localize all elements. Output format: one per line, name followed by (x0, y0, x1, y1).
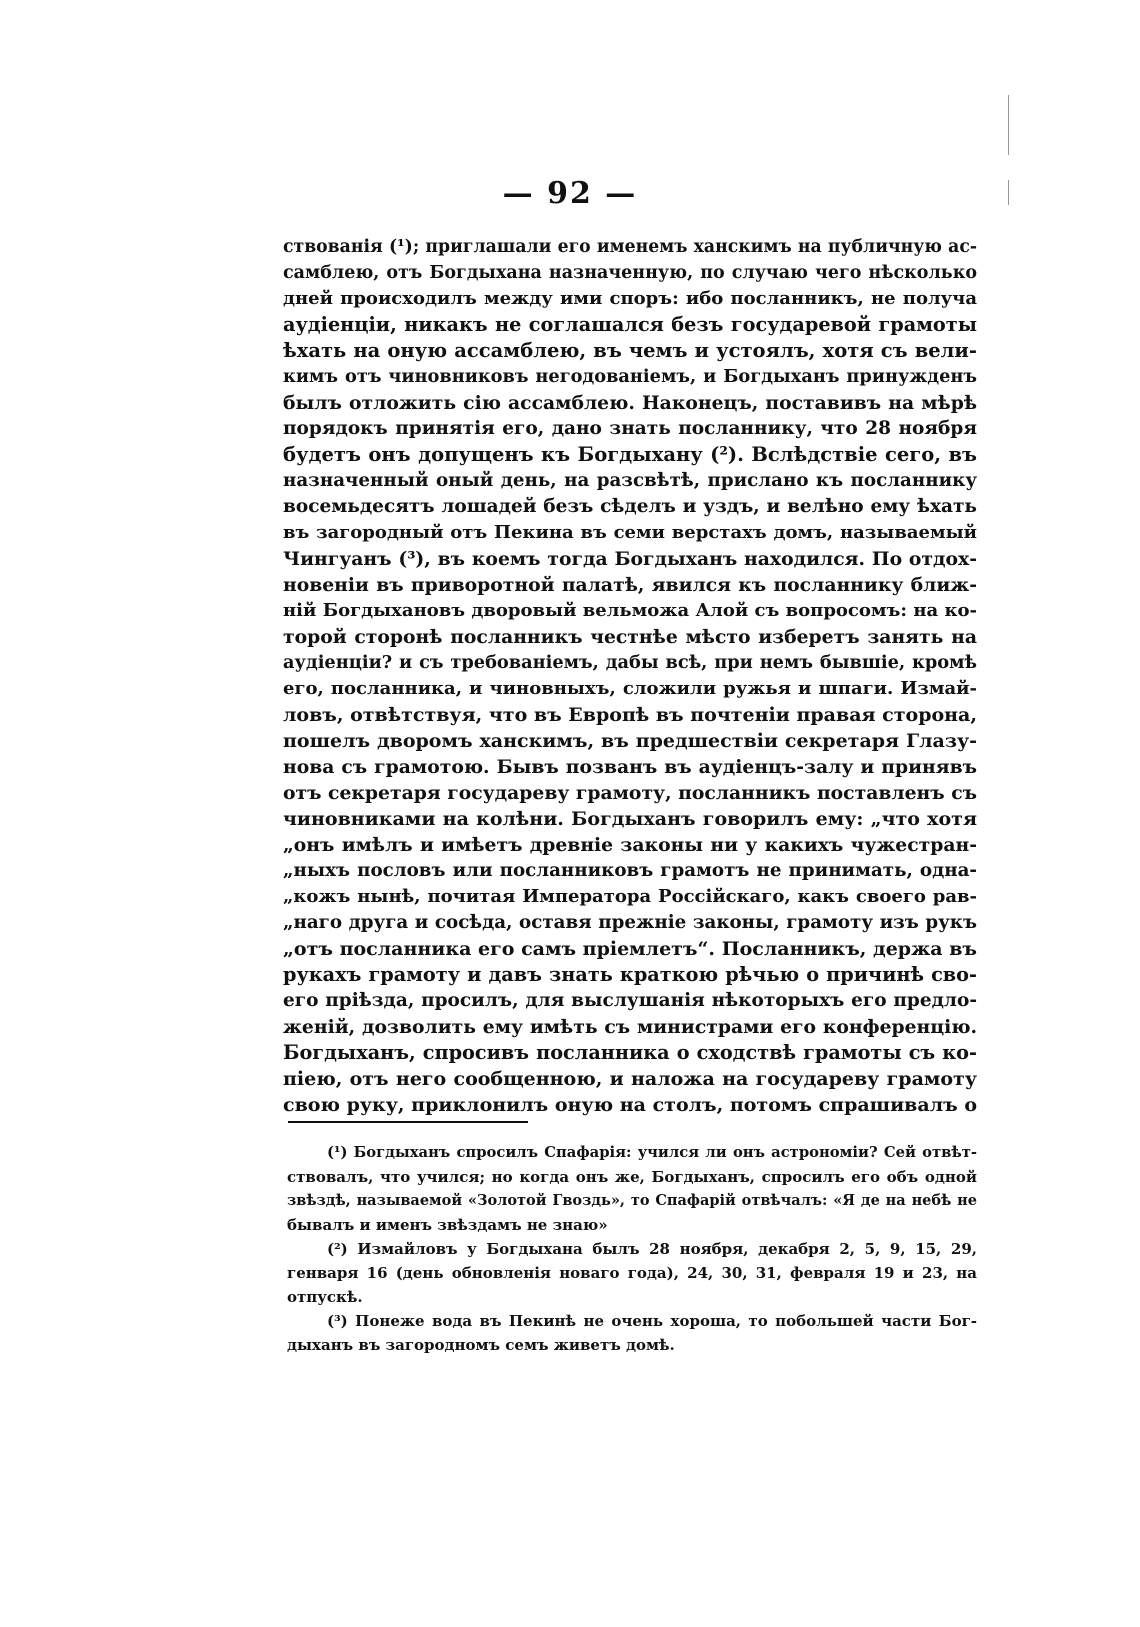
body-line: ѣхать на оную ассамблею, въ чемъ и устоялъ, хотя съ вели- (283, 339, 977, 362)
scan-edge-mark (1008, 95, 1009, 155)
footnote-line: (²) Измайловъ у Богдыхана былъ 28 ноября, декабря 2, 5, 9, 15, 29, (327, 1240, 977, 1258)
body-line: порядокъ принятія его, дано знать посланнику, что 28 ноября (283, 418, 977, 439)
body-line: „ныхъ пословъ или посланниковъ грамотъ не принимать, одна- (283, 860, 977, 881)
footnote-separator (288, 1121, 528, 1123)
body-line: назначенный оный день, на разсвѣтѣ, прислано къ посланнику (283, 470, 977, 491)
body-line: въ загородный отъ Пекина въ семи верстахъ домъ, называемый (283, 522, 977, 543)
footnote-line: звѣздѣ, называемой «Золотой Гвоздь», то Спафарій отвѣчалъ: «Я де на небѣ не (287, 1192, 977, 1209)
body-line: рукахъ грамоту и давъ знать краткою рѣчью о причинѣ сво- (283, 963, 977, 986)
body-line: былъ отложить сію ассамблею. Наконецъ, поставивъ на мѣрѣ (283, 392, 977, 414)
body-line: „наго друга и сосѣда, оставя прежніе законы, грамоту изъ рукъ (283, 912, 977, 933)
footnote-line: генваря 16 (день обновленія новаго года), 24, 30, 31, февраля 19 и 23, на (287, 1264, 977, 1282)
footnotes (287, 1141, 977, 1357)
body-line: аудіенціи, никакъ не соглашался безъ государевой грамоты (283, 313, 977, 336)
body-line: Богдыханъ, спросивъ посланника о сходствѣ грамоты съ ко- (283, 1041, 977, 1064)
body-line: торой сторонѣ посланникъ честнѣе мѣсто изберетъ занять на (283, 626, 977, 648)
body-line: самблею, отъ Богдыхана назначенную, по случаю чего нѣсколько (283, 263, 977, 283)
body-line: отъ секретаря государеву грамоту, посланникъ поставленъ съ (283, 782, 977, 804)
body-line: его, посланника, и чиновныхъ, сложили ружья и шпаги. Измай- (283, 678, 977, 699)
body-line: женій, дозволить ему имѣть съ министрами его конференцію. (283, 1016, 977, 1038)
body-line: аудіенціи? и съ требованіемъ, дабы всѣ, при немъ бывшіе, кромѣ (283, 652, 977, 673)
footnote-line: (¹) Богдыханъ спросилъ Спафарія: учился ли онъ астрономіи? Сей отвѣт- (327, 1144, 977, 1161)
footnote-line: бывалъ и именъ звѣздамъ не знаю» (287, 1216, 608, 1234)
body-line: новеніи въ приворотной палатѣ, явился къ посланнику ближ- (283, 574, 977, 596)
body-line: ловъ, отвѣтствуя, что въ Европѣ въ почтеніи правая сторона, (283, 704, 977, 726)
body-text (283, 234, 977, 1118)
footnote-line: дыханъ въ загородномъ семъ живетъ домѣ. (287, 1336, 675, 1354)
body-line: будетъ онъ допущенъ къ Богдыхану (²). Вслѣдствіе сего, въ (283, 443, 977, 466)
page-number: — 92 — (502, 176, 638, 211)
body-line: кимъ отъ чиновниковъ негодованіемъ, и Богдыханъ принужденъ (283, 366, 977, 387)
body-line: ній Богдыхановъ дворовый вельможа Алой съ вопросомъ: на ко- (283, 600, 977, 621)
body-line: нова съ грамотою. Бывъ позванъ въ аудіенцъ-залу и принявъ (283, 756, 977, 778)
body-line: свою руку, приклонилъ оную на столъ, потомъ спрашивалъ о (283, 1094, 977, 1116)
body-line: „онъ имѣлъ и имѣетъ древніе законы ни у какихъ чужестран- (283, 834, 977, 856)
body-line: пошелъ дворомъ ханскимъ, въ предшествіи секретаря Глазу- (283, 730, 977, 752)
body-line: чиновниками на колѣни. Богдыханъ говорилъ ему: „что хотя (283, 808, 977, 830)
body-line: дней происходилъ между ими споръ: ибо посланникъ, не получа (283, 288, 977, 309)
body-line: ствованія (¹); приглашали его именемъ ханскимъ на публичную ас- (283, 237, 977, 257)
body-line: „кожъ нынѣ, почитая Императора Россійскаго, какъ своего рав- (283, 886, 977, 907)
body-line: „отъ посланника его самъ пріемлетъ“. Посланникъ, держа въ (283, 938, 977, 960)
footnote-line: отпускѣ. (287, 1288, 363, 1306)
body-line: Чингуанъ (³), въ коемъ тогда Богдыханъ находился. По отдох- (283, 548, 977, 570)
body-line: піею, отъ него сообщенною, и наложа на государеву грамоту (283, 1068, 977, 1090)
footnote-line: (³) Понеже вода въ Пекинѣ не очень хороша, то побольшей части Бог- (327, 1312, 977, 1330)
footnote-line: ствовалъ, что учился; но когда онъ же, Богдыханъ, спросилъ его объ одной (287, 1168, 977, 1186)
body-line: его пріѣзда, просилъ, для выслушанія нѣкоторыхъ его предло- (283, 990, 977, 1011)
body-line: восемьдесятъ лошадей безъ сѣделъ и уздъ, и велѣно ему ѣхать (283, 496, 977, 517)
